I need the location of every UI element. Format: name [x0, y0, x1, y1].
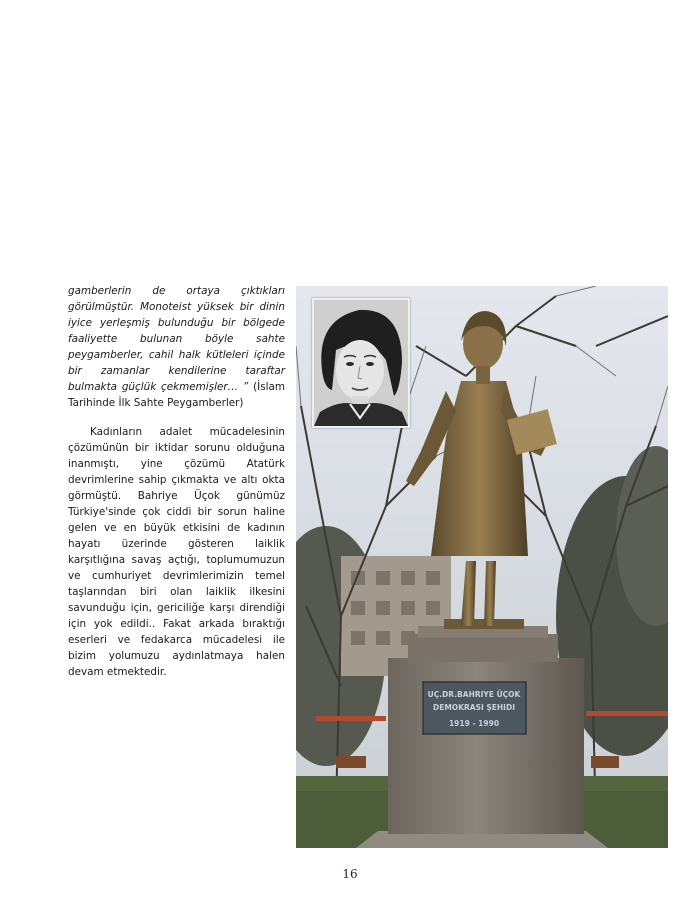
plaque-line-3: 1919 - 1990: [448, 719, 500, 728]
quote-paragraph: [68, 283, 285, 411]
quote-text: gamberlerin de ortaya çıktıkları görülmüştür. Monoteist yüksek bir dinin iyice yerleşmiş bulunduğu bir bölgede faaliyette bulunan böyle sahte peygamberler, cahil halk kütleleri içinde bir zamanlar kendilerine taraftar bulmakta güçlük çekmemişler… ”: [68, 285, 285, 393]
plaque-line-2: DEMOKRASI ŞEHIDI: [433, 703, 515, 712]
page-number: 16: [342, 867, 358, 881]
citation-text: (İslam Tarihinde İlk Sahte Peygamberler): [68, 381, 285, 409]
body-text: [68, 283, 285, 680]
portrait-photo: [312, 298, 410, 428]
plaque-line-1: UÇ.DR.BAHRIYE ÜÇOK: [427, 690, 521, 699]
body-paragraph: Kadınların adalet mücadelesinin çözümünün bir iktidar sorunu olduğuna inanmıştı, yine çözümü Atatürk devrimlerine sahip çıkmakta ve altı okta görmüştü. Bahriye Üçok günümüz Türkiye'sinde çok ciddi bir sorun haline gelen ve en büyük etkisini de kadının hayatı üzerinde gösteren laiklik karşıtlığına savaş açtığı, toplumumuzun ve cumhuriyet devrimlerimizin temel taşlarından biri olan laiklik ilkesini savunduğu için, gericiliğe karşı direndiği için yok edildi.. Fakat arkada bıraktığı eserleri ve fedakarca mücadelesi ile bizim yolumuzu aydınlatmaya halen devam etmektedir.: [68, 426, 285, 678]
